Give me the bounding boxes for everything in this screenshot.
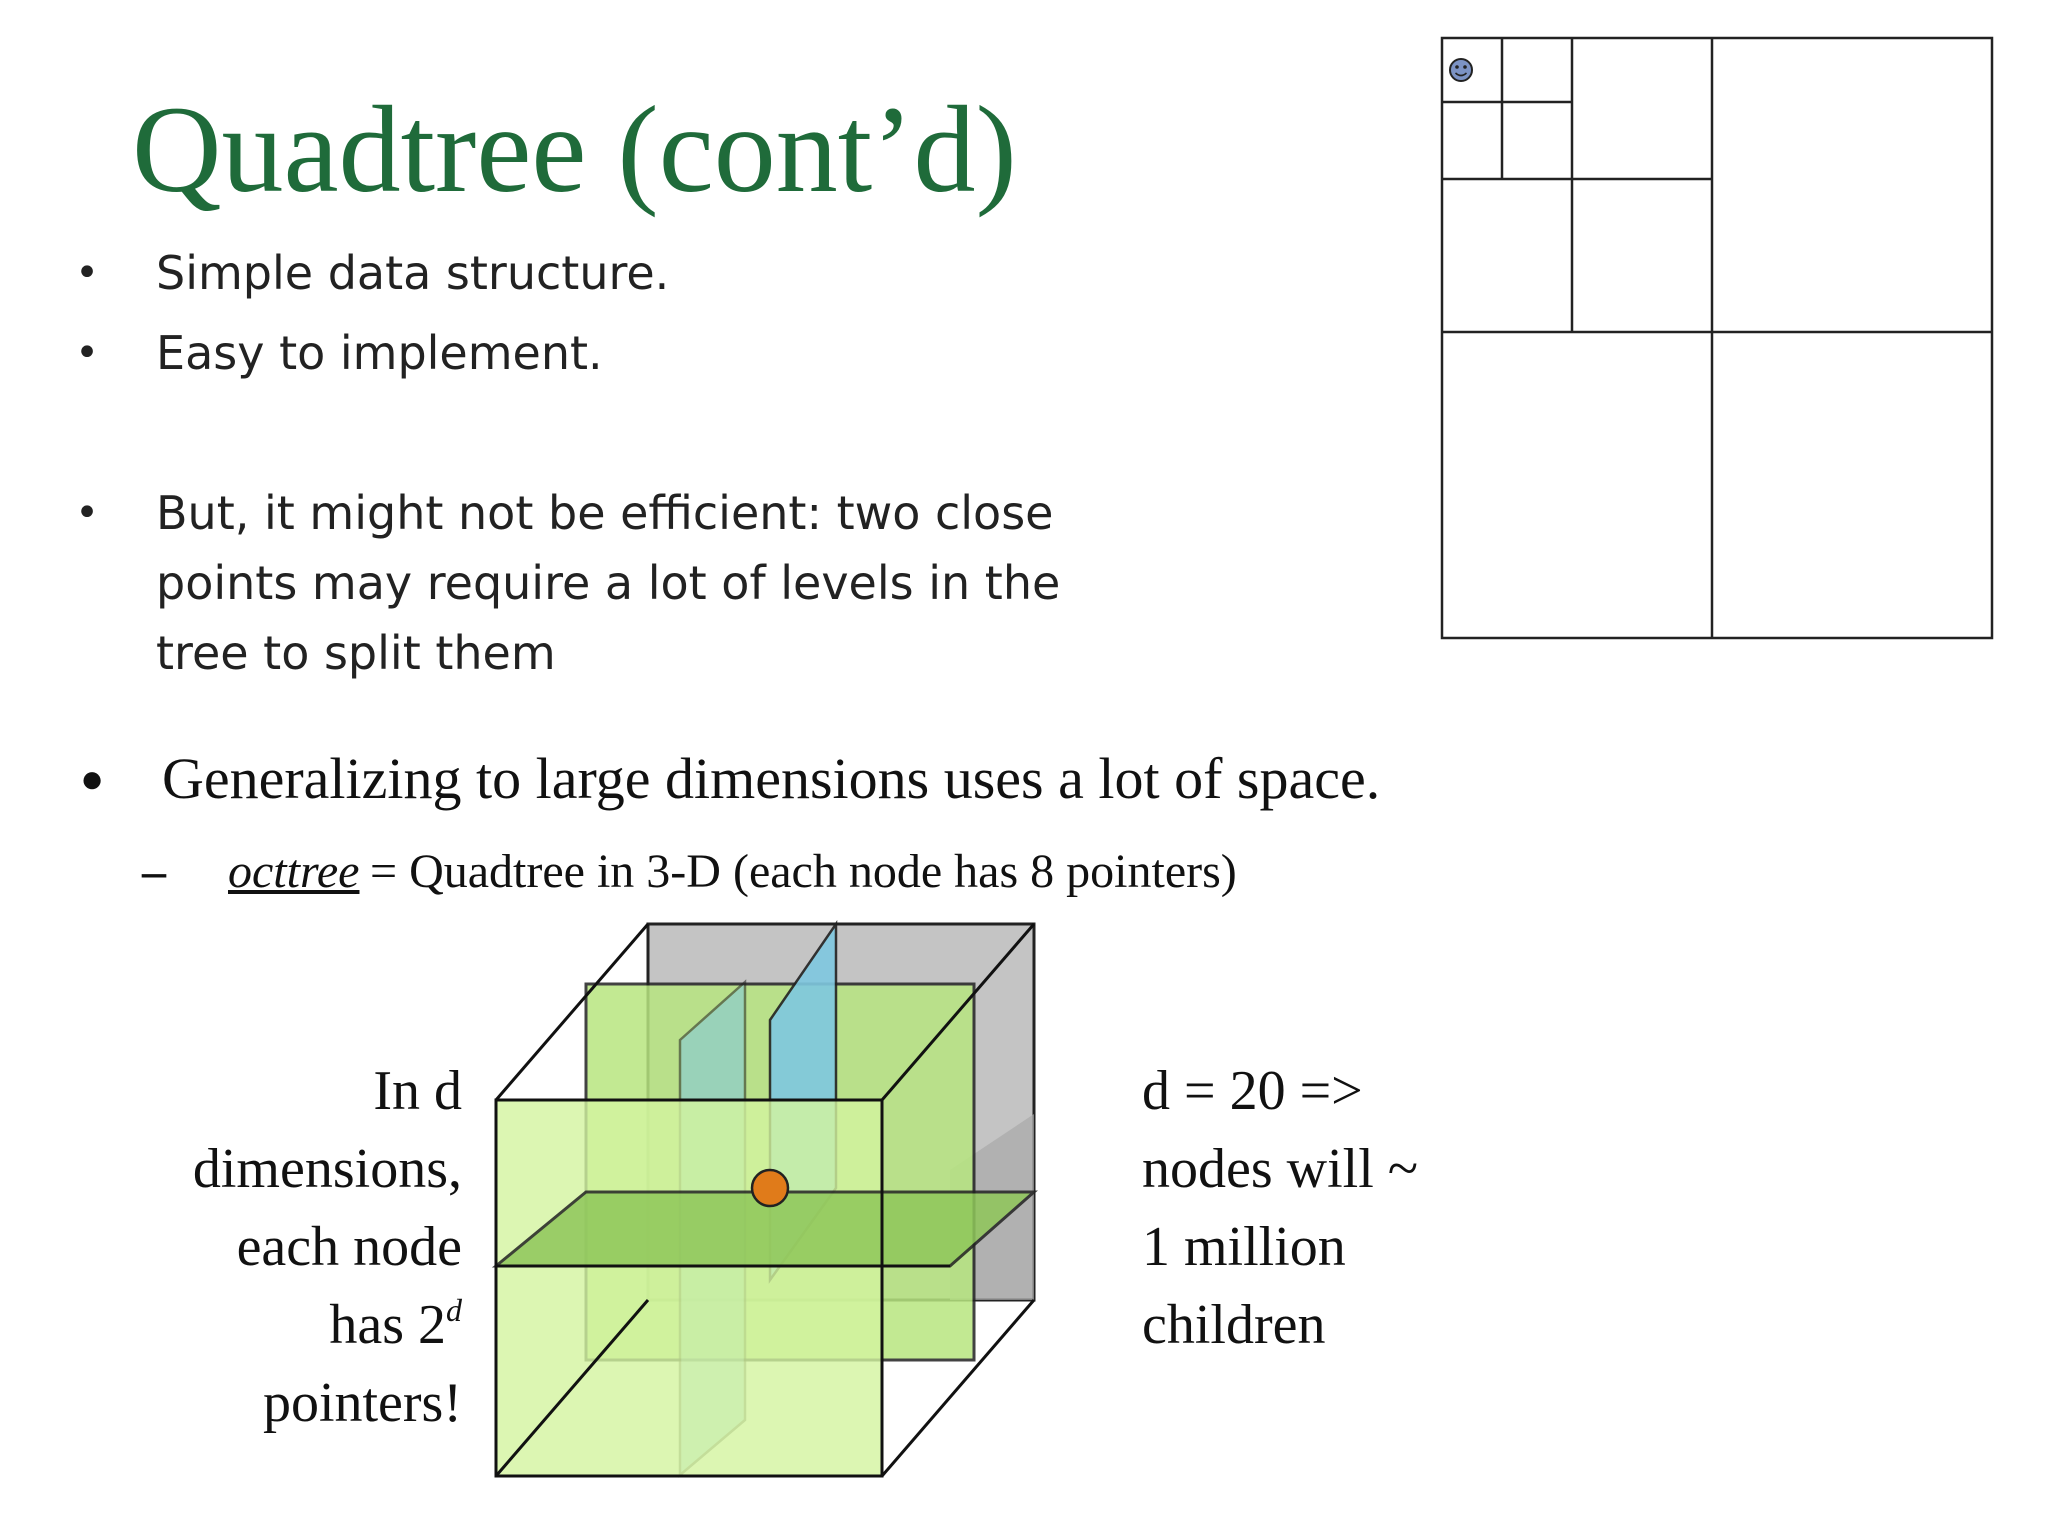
slide-title: Quadtree (cont’d)	[132, 81, 1017, 218]
bullet-dot: ●	[80, 756, 105, 801]
quadtree-grid-diagram	[1440, 36, 2000, 642]
bullet-text: Simple data structure.	[156, 246, 670, 300]
caption-line: nodes will ~	[1142, 1138, 1419, 1200]
bullet-text: Generalizing to large dimensions uses a lot of space.	[162, 746, 1381, 811]
caption-line: 1 million	[1142, 1216, 1346, 1278]
octtree-term: octtree	[228, 845, 360, 898]
octree-center-point	[752, 1170, 788, 1206]
bullet-line: But, it might not be efficient: two close	[156, 486, 1054, 540]
caption-exponent: d	[446, 1292, 462, 1328]
caption-text: has 2	[329, 1294, 446, 1356]
bullet-line: points may require a lot of levels in the	[156, 556, 1061, 610]
right-caption	[1142, 1052, 1418, 1364]
sub-bullet-dash: –	[142, 845, 166, 898]
left-caption	[100, 1052, 462, 1442]
caption-line: pointers!	[262, 1372, 462, 1434]
bullet-dot: •	[75, 250, 99, 296]
octtree-definition: = Quadtree in 3-D (each node has 8 pointers)	[370, 845, 1237, 898]
bullet-dot: •	[75, 490, 99, 536]
octree-3d-diagram	[470, 900, 1050, 1480]
caption-line	[100, 1286, 462, 1364]
caption-line: d = 20 =>	[1142, 1060, 1363, 1122]
caption-line: In d	[373, 1060, 462, 1122]
caption-line: children	[1142, 1294, 1326, 1356]
bullet-dot: •	[75, 330, 99, 376]
smiley-point-icon	[1450, 59, 1472, 81]
octree-front-face	[496, 1100, 882, 1476]
caption-line: each node	[236, 1216, 462, 1278]
bullet-text-multiline	[156, 478, 1060, 688]
quadtree-outer-cell	[1442, 38, 1992, 638]
caption-line: dimensions,	[192, 1138, 462, 1200]
bullet-line: tree to split them	[156, 626, 556, 680]
bullet-text: Easy to implement.	[156, 326, 603, 380]
